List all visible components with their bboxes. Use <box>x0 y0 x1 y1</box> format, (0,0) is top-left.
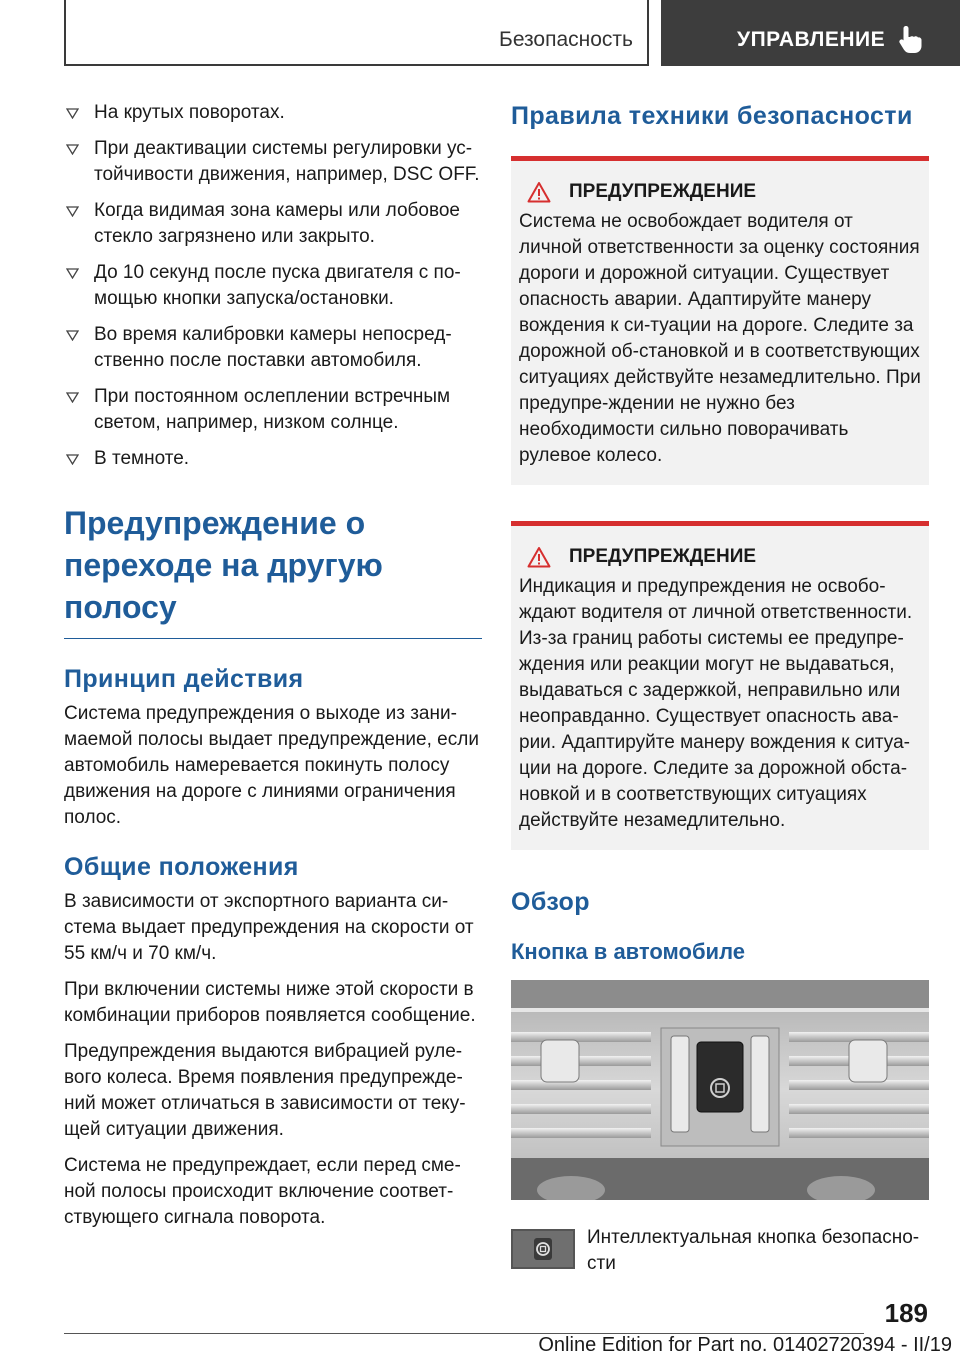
list-item: Во время калибровки камеры непосред-ственно после поставки автомобиля. <box>64 322 482 374</box>
triangle-bullet-icon <box>66 144 79 155</box>
list-item: При деактивации системы регулировки ус-тойчивости движения, например, DSC OFF. <box>64 136 482 188</box>
general-paragraph: Предупреждения выдаются вибрацией руле-вого колеса. Время появления предупрежде-ний может отличаться в зависимости от теку-щей ситуации движения. <box>64 1041 466 1140</box>
general-paragraph: В зависимости от экспортного варианта си-стема выдает предупреждения на скорости от 55 км/ч и 70 км/ч. <box>64 891 474 964</box>
header-section-box <box>64 0 649 66</box>
section-title: Предупреждение о переходе на другую полосу <box>64 505 383 625</box>
page-number: 189 <box>884 1298 928 1328</box>
header-chapter-box <box>661 0 960 66</box>
safety-button-icon <box>511 1229 575 1269</box>
hand-pointer-icon <box>897 24 925 54</box>
button-legend <box>511 1225 929 1277</box>
warning-text: Индикация и предупреждения не освобо-ждают водителя от личной ответственности. Из-за границ работы системы ее предупре-ждения или реакции могут не выдаваться, выдаваться с задержкой, неправильно или неоправданно. Существует опасность ава-рии. Адаптируйте манеру вождения к ситуа-ции на дороге. Следите за дорожной обста-новкой и в соответствующих ситуациях действуйте незамедлительно. <box>519 576 913 831</box>
warning-box <box>511 521 929 850</box>
button-heading: Кнопка в автомобиле <box>511 939 745 964</box>
triangle-bullet-icon <box>66 330 79 341</box>
general-heading: Общие положения <box>64 853 299 881</box>
warning-label: ПРЕДУПРЕЖДЕНИЕ <box>569 181 757 202</box>
list-item: При постоянном ослеплении встречным светом, например, низком солнце. <box>64 384 482 436</box>
warning-label: ПРЕДУПРЕЖДЕНИЕ <box>569 546 757 567</box>
header-chapter-title: УПРАВЛЕНИЕ <box>737 28 886 51</box>
warning-header <box>519 546 921 568</box>
list-item: До 10 секунд после пуска двигателя с по-мощью кнопки запуска/остановки. <box>64 260 482 312</box>
warning-header <box>519 181 921 203</box>
right-column <box>511 100 929 1277</box>
warning-box <box>511 156 929 485</box>
footer-edition: Online Edition for Part no. 01402720394 - II/19 <box>538 1334 952 1356</box>
header-section-title: Безопасность <box>499 28 633 51</box>
overview-heading: Обзор <box>511 888 590 916</box>
list-item: В темноте. <box>64 446 482 472</box>
principle-heading: Принцип действия <box>64 665 304 693</box>
warning-text: Система не освобождает водителя от личной ответственности за оценку состояния дороги и дорожной ситуации. Существует опасность аварии. Адаптируйте манеру вождения к си-туации на дороге. Следите за дорожной об-становкой и в соответствующих ситуациях действуйте незамедлительно. При предупре-ждении не нужно без необходимости сильно поворачивать рулевое колесо. <box>519 211 921 466</box>
triangle-bullet-icon <box>66 108 79 119</box>
list-item: Когда видимая зона камеры или лобовое стекло загрязнено или закрыто. <box>64 198 482 250</box>
safety-rules-heading: Правила техники безопасности <box>511 102 913 130</box>
list-item: На крутых поворотах. <box>64 100 482 126</box>
triangle-bullet-icon <box>66 392 79 403</box>
general-paragraph: При включении системы ниже этой скорости в комбинации приборов появляется сообщение. <box>64 979 476 1026</box>
principle-text: Система предупреждения о выходе из зани-маемой полосы выдает предупреждение, если автомобиль намеревается покинуть полосу движения на дороге с линиями ограничения полос. <box>64 703 479 828</box>
condition-list <box>64 100 482 472</box>
warning-triangle-icon <box>527 546 551 568</box>
button-caption: Интеллектуальная кнопка безопасно-сти <box>587 1227 920 1274</box>
warning-triangle-icon <box>527 181 551 203</box>
triangle-bullet-icon <box>66 268 79 279</box>
triangle-bullet-icon <box>66 454 79 465</box>
triangle-bullet-icon <box>66 206 79 217</box>
section-divider <box>64 638 482 639</box>
left-column <box>64 100 482 1241</box>
dashboard-button-photo <box>511 980 929 1200</box>
general-paragraph: Система не предупреждает, если перед сме-ной полосы происходит включение соответ-ствующего сигнала поворота. <box>64 1155 461 1228</box>
